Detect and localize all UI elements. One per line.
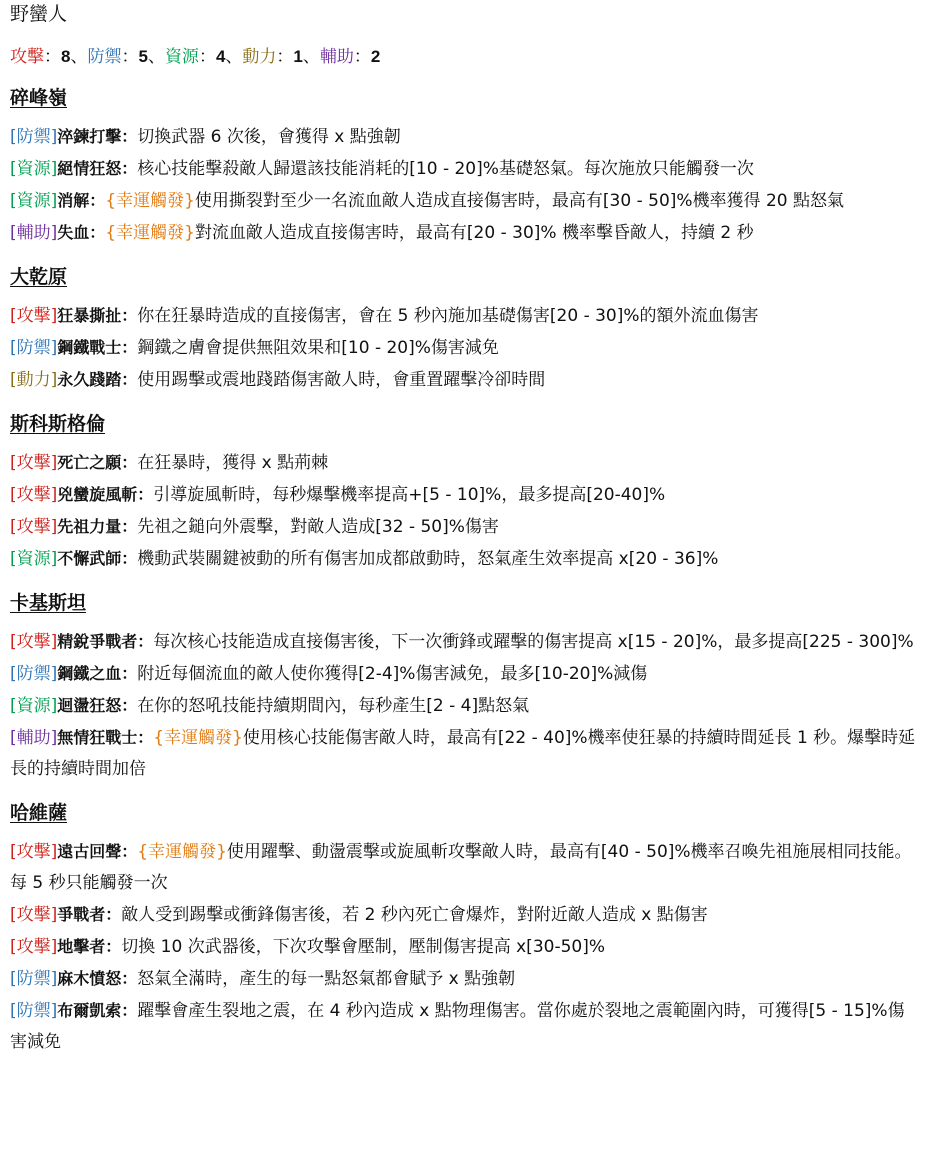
- section-title: 斯科斯格倫: [10, 413, 106, 435]
- aspect-name: 鋼鐵戰士：: [57, 338, 138, 357]
- aspect-name: 麻木憤怒：: [57, 969, 138, 988]
- aspect-description: 在狂暴時，獲得 x 點荊棘: [137, 453, 329, 473]
- aspect-entry: [10, 690, 917, 722]
- aspect-description: 附近每個流血的敵人使你獲得[2-4]%傷害減免，最多[10-20]%減傷: [137, 664, 648, 684]
- category-tag: [攻擊]: [10, 905, 58, 925]
- category-tag: [資源]: [10, 191, 58, 211]
- aspect-description: 敵人受到踢擊或衝鋒傷害後，若 2 秒內死亡會爆炸，對附近敵人造成 x 點傷害: [121, 905, 708, 925]
- stat-utility-label: 輔助: [319, 47, 354, 67]
- page-title: 野蠻人: [10, 3, 68, 25]
- category-tag: [輔助]: [10, 728, 58, 748]
- aspect-entry: [10, 332, 917, 364]
- section-title: 哈維薩: [10, 802, 68, 824]
- aspect-description: 使用撕裂對至少一名流血敵人造成直接傷害時，最高有[30 - 50]%機率獲得 20 點怒氣: [194, 191, 844, 211]
- stat-utility-value: 2: [370, 47, 381, 66]
- stat-resource-value: 4: [215, 47, 226, 66]
- aspect-description: 核心技能擊殺敵人歸還該技能消耗的[10 - 20]%基礎怒氣。每次施放只能觸發一次: [137, 159, 754, 179]
- aspect-entry: [10, 899, 917, 931]
- region-section: [10, 799, 917, 1058]
- aspect-entry: [10, 364, 917, 396]
- lucky-hit-tag: {幸運觸發}: [137, 842, 227, 862]
- lucky-hit-tag: {幸運觸發}: [153, 728, 243, 748]
- section-title: 大乾原: [10, 266, 68, 288]
- aspect-name: 迴盪狂怒：: [57, 696, 138, 715]
- section-title: 卡基斯坦: [10, 592, 87, 614]
- category-tag: [攻擊]: [10, 306, 58, 326]
- aspect-entry: [10, 722, 917, 785]
- aspect-entry: [10, 185, 917, 217]
- stat-defense-label: 防禦: [87, 47, 122, 67]
- aspect-entry: [10, 121, 917, 153]
- region-section: [10, 589, 917, 785]
- aspect-name: 絕情狂怒：: [57, 159, 138, 178]
- stat-mobility-value: 1: [293, 47, 303, 66]
- stat-defense-value: 5: [138, 47, 148, 66]
- aspect-description: 先祖之鎚向外震擊，對敵人造成[32 - 50]%傷害: [137, 517, 499, 537]
- stat-attack-label: 攻擊: [10, 47, 44, 67]
- aspect-name: 爭戰者：: [57, 905, 122, 924]
- aspect-name: 兇蠻旋風斬：: [57, 485, 154, 504]
- aspect-entry: [10, 511, 917, 543]
- aspect-entry: [10, 931, 917, 963]
- stat-mobility-label: 動力: [242, 47, 277, 67]
- aspect-entry: [10, 963, 917, 995]
- aspect-description: 切換 10 次武器後，下次攻擊會壓制，壓制傷害提高 x[30-50]%: [121, 937, 606, 957]
- region-section: [10, 84, 917, 249]
- aspect-name: 地擊者：: [57, 937, 122, 956]
- lucky-hit-tag: {幸運觸發}: [105, 223, 195, 243]
- category-tag: [動力]: [10, 370, 58, 390]
- aspect-description: 使用躍擊、動盪震擊或旋風斬攻擊敵人時，最高有[40 - 50]%機率召喚先祖施展相同技能。每 5 秒只能觸發一次: [10, 842, 912, 893]
- aspect-description: 你在狂暴時造成的直接傷害，會在 5 秒內施加基礎傷害[20 - 30]%的額外流血傷害: [137, 306, 759, 326]
- category-tag: [攻擊]: [10, 842, 58, 862]
- category-tag: [防禦]: [10, 969, 58, 989]
- aspect-description: 對流血敵人造成直接傷害時，最高有[20 - 30]% 機率擊昏敵人，持續 2 秒: [194, 223, 754, 243]
- aspect-name: 遠古回聲：: [57, 842, 138, 861]
- category-tag: [攻擊]: [10, 937, 58, 957]
- category-tag: [輔助]: [10, 223, 58, 243]
- aspect-entry: [10, 543, 917, 575]
- stats-line: 攻擊：8、防禦：5、資源：4、動力：1、輔助：2: [10, 47, 381, 67]
- aspect-name: 死亡之願：: [57, 453, 138, 472]
- aspect-name: 先祖力量：: [57, 517, 138, 536]
- lucky-hit-tag: {幸運觸發}: [105, 191, 195, 211]
- aspect-description: 在你的怒吼技能持續期間內，每秒產生[2 - 4]點怒氣: [137, 696, 530, 716]
- aspect-name: 不懈武師：: [57, 549, 138, 568]
- region-section: [10, 263, 917, 396]
- category-tag: [防禦]: [10, 1001, 58, 1021]
- stat-resource-label: 資源: [164, 47, 199, 67]
- aspect-name: 鋼鐵之血：: [57, 664, 138, 683]
- aspect-description: 躍擊會產生裂地之震，在 4 秒內造成 x 點物理傷害。當你處於裂地之震範圍內時，可獲得[5 - 15]%傷害減免: [10, 1001, 905, 1052]
- aspect-entry: [10, 626, 917, 658]
- category-tag: [資源]: [10, 696, 58, 716]
- aspect-entry: [10, 836, 917, 899]
- category-tag: [資源]: [10, 549, 58, 569]
- region-section: [10, 410, 917, 575]
- aspect-name: 永久踐踏：: [57, 370, 138, 389]
- aspect-description: 使用核心技能傷害敵人時，最高有[22 - 40]%機率使狂暴的持續時間延長 1 秒。爆擊時延長的持續時間加倍: [10, 728, 916, 779]
- aspect-description: 引導旋風斬時，每秒爆擊機率提高+[5 - 10]%，最多提高[20-40]%: [153, 485, 666, 505]
- category-tag: [防禦]: [10, 664, 58, 684]
- aspect-entry: [10, 153, 917, 185]
- aspect-description: 怒氣全滿時，產生的每一點怒氣都會賦予 x 點強韌: [137, 969, 516, 989]
- aspect-name: 無情狂戰士：: [57, 728, 154, 747]
- category-tag: [攻擊]: [10, 632, 58, 652]
- category-tag: [攻擊]: [10, 453, 58, 473]
- aspect-entry: [10, 995, 917, 1058]
- category-tag: [攻擊]: [10, 517, 58, 537]
- aspect-description: 鋼鐵之膚會提供無阻效果和[10 - 20]%傷害減免: [137, 338, 499, 358]
- category-tag: [攻擊]: [10, 485, 58, 505]
- aspect-description: 每次核心技能造成直接傷害後，下一次衝鋒或躍擊的傷害提高 x[15 - 20]%，最多提高[225 - 300]%: [153, 632, 914, 652]
- aspect-name: 精銳爭戰者：: [57, 632, 154, 651]
- aspect-description: 使用踢擊或震地踐踏傷害敵人時，會重置躍擊冷卻時間: [137, 370, 546, 390]
- sections-container: [10, 84, 917, 1058]
- category-tag: [防禦]: [10, 338, 58, 358]
- aspect-entry: [10, 300, 917, 332]
- aspect-entry: [10, 217, 917, 249]
- aspect-name: 狂暴撕扯：: [57, 306, 138, 325]
- section-title: 碎峰嶺: [10, 87, 68, 109]
- stat-attack-value: 8: [61, 47, 71, 66]
- aspect-entry: [10, 479, 917, 511]
- aspect-name: 消解：: [57, 191, 106, 210]
- aspect-name: 淬鍊打擊：: [57, 127, 138, 146]
- aspect-description: 機動武裝關鍵被動的所有傷害加成都啟動時，怒氣產生效率提高 x[20 - 36]%: [137, 549, 719, 569]
- category-tag: [資源]: [10, 159, 58, 179]
- aspect-name: 布爾凱索：: [57, 1001, 138, 1020]
- category-tag: [防禦]: [10, 127, 58, 147]
- aspect-entry: [10, 658, 917, 690]
- aspect-entry: [10, 447, 917, 479]
- aspect-description: 切換武器 6 次後，會獲得 x 點強韌: [137, 127, 401, 147]
- aspect-name: 失血：: [57, 223, 106, 242]
